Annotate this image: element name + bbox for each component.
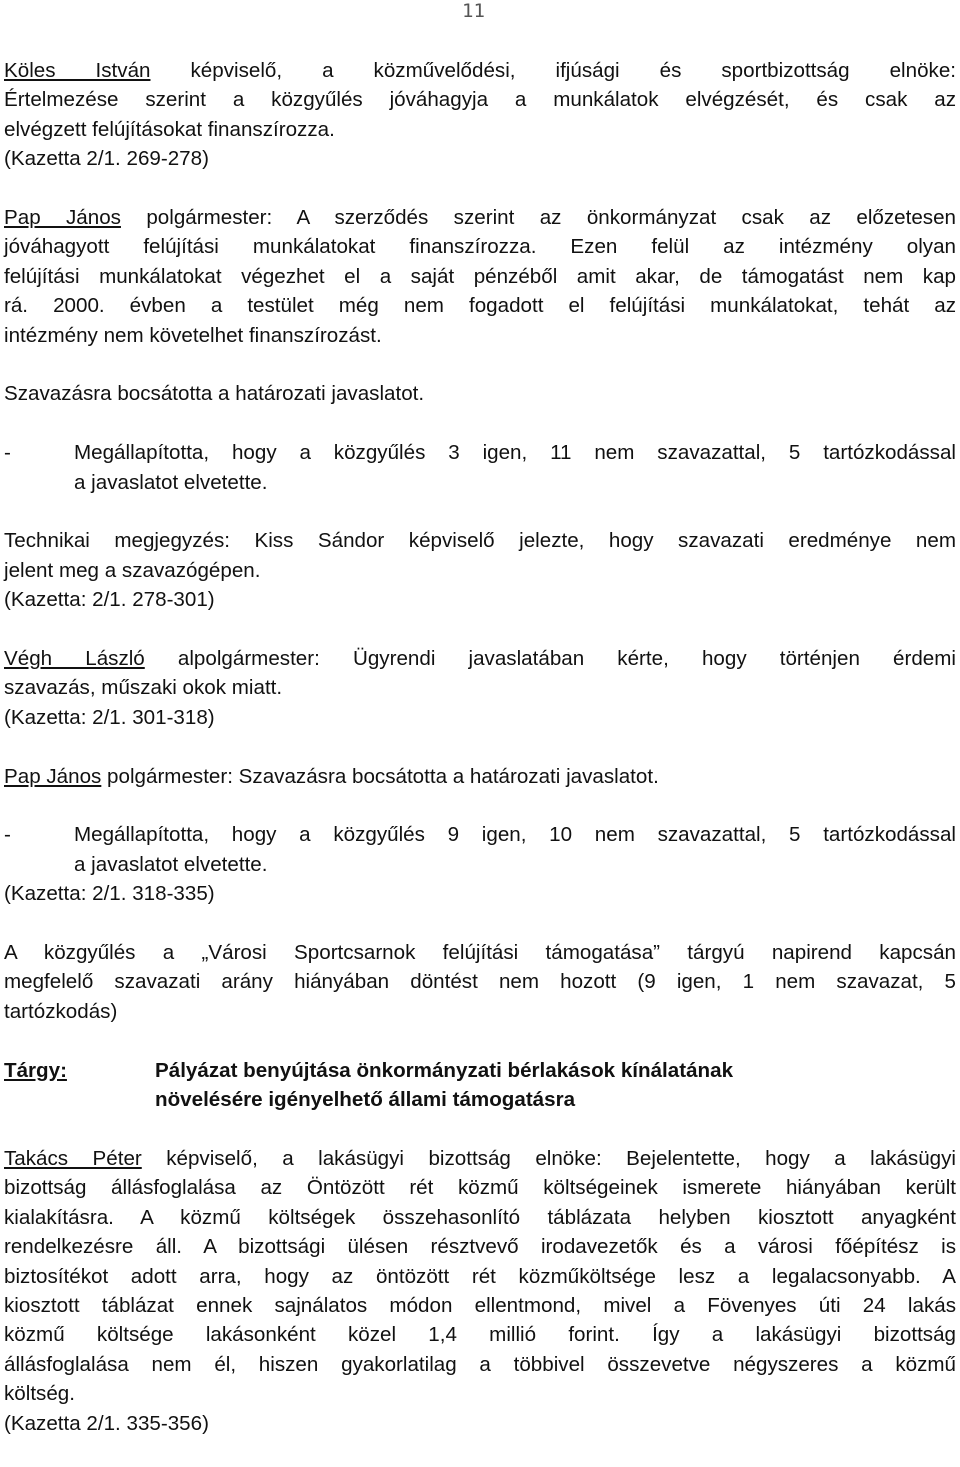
text-line: A közgyűlés a „Városi Sportcsarnok felújítási támogatása” tárgyú napirend kapcsán bbox=[4, 941, 956, 965]
text-line bbox=[4, 762, 956, 791]
text-line: Értelmezése szerint a közgyűlés jóváhagyja a munkálatok elvégzését, és csak az bbox=[4, 88, 956, 112]
text-line: Technikai megjegyzés: Kiss Sándor képviselő jelezte, hogy szavazati eredménye nem bbox=[4, 529, 956, 553]
paragraph-pap-2 bbox=[4, 762, 956, 791]
text-span: képviselő, a lakásügyi bizottság elnöke: Bejelentette, hogy a lakásügyi bbox=[141, 1146, 956, 1170]
subject-label: Tárgy: bbox=[4, 1058, 67, 1082]
text-line: a javaslatot elvetette. bbox=[74, 470, 268, 494]
text-line: közmű költsége lakásonként közel 1,4 millió forint. Így a lakásügyi bizottság bbox=[4, 1323, 956, 1347]
paragraph-vegh bbox=[4, 644, 956, 732]
text-line: tartózkodás) bbox=[4, 999, 118, 1023]
tape-reference-block bbox=[4, 879, 956, 908]
bullet-text bbox=[74, 438, 956, 497]
speaker-name: Köles István bbox=[4, 59, 151, 82]
paragraph-koles bbox=[4, 56, 956, 174]
text-line: rá. 2000. évben a testület még nem fogadott el felújítási munkálatokat, tehát az bbox=[4, 294, 956, 318]
text-line: Megállapította, hogy a közgyűlés 3 igen, 11 nem szavazattal, 5 tartózkodással bbox=[74, 441, 956, 465]
tape-reference: (Kazetta 2/1. 335-356) bbox=[4, 1411, 209, 1435]
text-line: rendelkezésre áll. A bizottsági ülésen résztvevő irodavezetők és a városi főépítész is bbox=[4, 1235, 956, 1259]
bullet-dash: - bbox=[4, 441, 11, 465]
text-line: Megállapította, hogy a közgyűlés 9 igen, 10 nem szavazattal, 5 tartózkodással bbox=[74, 823, 956, 847]
tape-reference: (Kazetta: 2/1. 301-318) bbox=[4, 705, 215, 729]
text-line: elvégzett felújításokat finanszírozza. bbox=[4, 117, 335, 141]
page-number: 11 bbox=[462, 0, 485, 22]
tape-reference: (Kazetta 2/1. 269-278) bbox=[4, 147, 209, 171]
text-line: megfelelő szavazati arány hiányában döntést nem hozott (9 igen, 1 nem szavazat, 5 bbox=[4, 970, 956, 994]
subject-title bbox=[155, 1056, 956, 1115]
bullet-text bbox=[74, 820, 956, 879]
speaker-name: Pap János bbox=[4, 206, 121, 230]
speaker-name: Pap János bbox=[4, 764, 102, 788]
text-line: jelent meg a szavazógépen. bbox=[4, 558, 261, 582]
text-span: alpolgármester: Ügyrendi javaslatában kérte, hogy történjen érdemi bbox=[144, 647, 956, 671]
tape-reference: (Kazetta: 2/1. 278-301) bbox=[4, 588, 215, 612]
paragraph-vote-call bbox=[4, 379, 956, 408]
agenda-subject bbox=[4, 1056, 956, 1115]
text-line: kiosztott táblázat ennek sajnálatos módon ellentmond, mivel a Fövenyes úti 24 lakás bbox=[4, 1293, 956, 1317]
text-line: intézmény nem követelhet finanszírozást. bbox=[4, 323, 382, 347]
bullet-dash: - bbox=[4, 823, 11, 847]
paragraph-technical-note bbox=[4, 526, 956, 614]
text-line: Szavazásra bocsátotta a határozati javaslatot. bbox=[4, 382, 425, 406]
text-line bbox=[4, 644, 956, 673]
text-line: jóváhagyott felújítási munkálatokat finanszírozza. Ezen felül az intézmény olyan bbox=[4, 235, 956, 259]
text-line: szavazás, műszaki okok miatt. bbox=[4, 676, 283, 700]
speaker-name: Végh László bbox=[4, 647, 145, 671]
text-span: képviselő, a közművelődési, ifjúsági és sportbizottság elnöke: bbox=[150, 59, 957, 82]
text-line: bizottság állásfoglalása az Öntözött rét közmű költségeinek ismerete hiányában került bbox=[4, 1176, 956, 1200]
speaker-name: Takács Péter bbox=[4, 1146, 142, 1170]
tape-reference: (Kazetta: 2/1. 318-335) bbox=[4, 882, 215, 906]
text-line: költség. bbox=[4, 1382, 75, 1406]
paragraph-decision bbox=[4, 938, 956, 1026]
text-line: a javaslatot elvetette. bbox=[74, 852, 268, 876]
text-line bbox=[4, 56, 956, 85]
text-line bbox=[4, 203, 956, 232]
text-line: növelésére igényelhető állami támogatásra bbox=[155, 1088, 576, 1112]
text-line bbox=[4, 1144, 956, 1173]
paragraph-takacs bbox=[4, 1144, 956, 1438]
text-span: polgármester: Szavazásra bocsátotta a határozati javaslatot. bbox=[101, 764, 659, 788]
bullet-item bbox=[4, 820, 956, 879]
vote-result-2 bbox=[4, 820, 956, 879]
text-line: felújítási munkálatokat végezhet el a saját pénzéből amit akar, de támogatást nem kap bbox=[4, 264, 956, 288]
text-line: kialakításra. A közmű költségek összehasonlító táblázata helyben kiosztott anyagként bbox=[4, 1205, 956, 1229]
vote-result-1 bbox=[4, 438, 956, 497]
text-line: állásfoglalása nem él, hiszen gyakorlatilag a többivel összevetve négyszeres a közmű bbox=[4, 1352, 956, 1376]
text-line: biztosítékot adott arra, hogy az öntözött rét közműköltsége lesz a legalacsonyabb. A bbox=[4, 1264, 956, 1288]
document-body bbox=[4, 56, 956, 1467]
text-line: Pályázat benyújtása önkormányzati bérlakások kínálatának bbox=[155, 1058, 734, 1082]
text-span: polgármester: A szerződés szerint az önkormányzat csak az előzetesen bbox=[120, 206, 956, 230]
paragraph-pap-1 bbox=[4, 203, 956, 350]
bullet-item bbox=[4, 438, 956, 497]
